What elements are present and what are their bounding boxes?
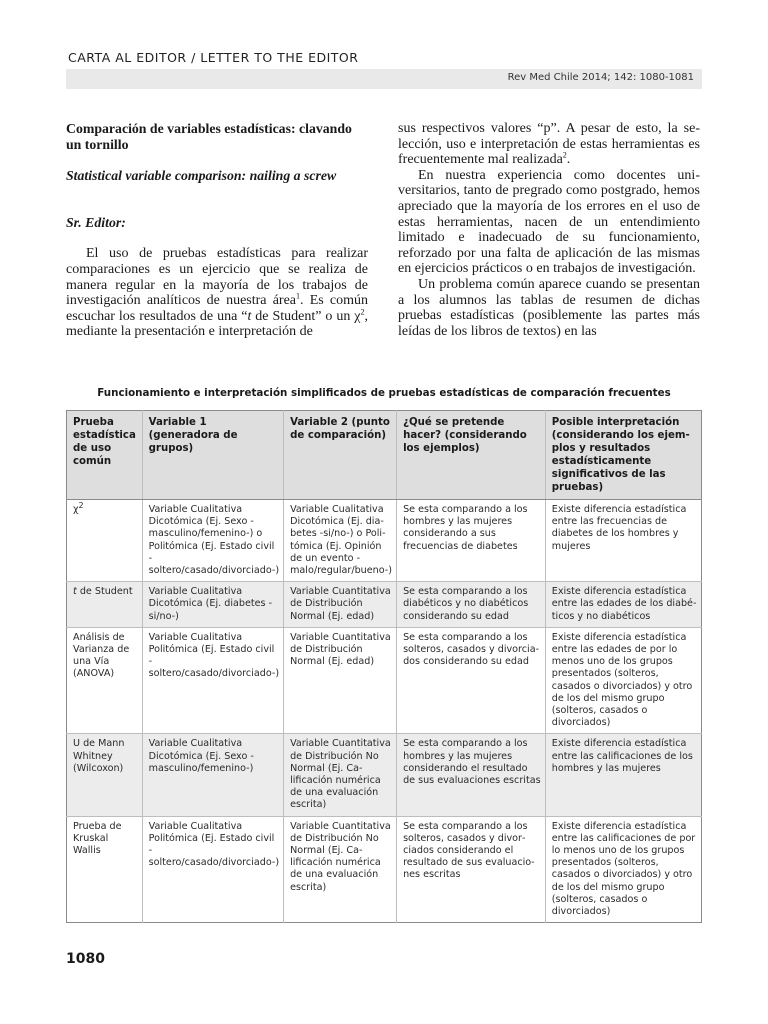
right-column [398, 121, 700, 339]
body-paragraph-4: Un problema común aparece cuando se presentan a los alumnos las tablas de resumen de dichas pruebas estadísticas (posiblemente las partes más leídas de los libros de textos) en las [398, 276, 700, 339]
cell-variable-2: Variable Cualitativa Dicotómica (Ej. diabetes -si/no-) o Politómica (Ej. Opinión de un evento -malo/regular/bueno-) [284, 500, 397, 582]
cell-variable-1: Variable Cualitativa Dicotómica (Ej. Sexo -masculino/femenino-) [142, 734, 283, 816]
left-column [66, 121, 368, 340]
cell-purpose: Se esta comparando a los hombres y las mujeres considerando el resultado de sus evaluaciones escritas [397, 734, 546, 816]
body-paragraph-1: El uso de pruebas estadísticas para realizar comparaciones es un ejercicio que se realiza de manera regular en la mayoría de los trabajos de investigación analíticos de nuestra área$^1$. Es común escuchar los resultados de una “t de Student” o un $\chi^2$, mediante la presentación e interpretación de [66, 246, 368, 340]
cell-variable-1: Variable Cualitativa Politómica (Ej. Estado civil -soltero/casado/divorciado-) [142, 627, 283, 734]
cell-variable-2: Variable Cuantitativa de Distribución Normal (Ej. edad) [284, 627, 397, 734]
journal-citation: Rev Med Chile 2014; 142: 1080-1081 [507, 72, 694, 83]
cell-purpose: Se esta comparando a los diabéticos y no diabéticos considerando su edad [397, 582, 546, 628]
table-row [67, 816, 702, 923]
table-header-row [67, 411, 702, 500]
cell-test: t de Student [73, 586, 133, 598]
cell-test: U de Mann Whitney (Wilcoxon) [73, 738, 125, 774]
cell-purpose: Se esta comparando a los solteros, casados y divorciados considerando el resultado de sus evaluaciones escritas [397, 816, 546, 923]
cell-variable-2: Variable Cuantitativa de Distribución Normal (Ej. edad) [284, 582, 397, 628]
table-row [67, 500, 702, 582]
article-title-es: Comparación de variables estadísticas: clavando un tornillo [66, 121, 352, 152]
cell-interpretation: Existe diferencia estadística entre las frecuencias de diabetes de los hombres y mujeres [545, 500, 701, 582]
header-variable-1: Variable 1 (generadora de grupos) [142, 411, 283, 500]
cell-interpretation: Existe diferencia estadística entre las edades de por lo menos uno de los grupos presentados (solteros, casados o divorciados) y otro de los del mismo grupo (solteros, casados o divorciados) [545, 627, 701, 734]
header-test: Prueba estadística de uso común [67, 411, 143, 500]
table-caption: Funcionamiento e interpretación simplificados de pruebas estadísticas de comparación frecuentes [97, 387, 671, 399]
cell-test: Análisis de Varianza de una Vía (ANOVA) [73, 631, 130, 680]
table-row [67, 734, 702, 816]
reference-marker: 2 [562, 150, 567, 160]
superscript: 2 [360, 307, 365, 317]
cell-variable-2: Variable Cuantitativa de Distribución No Normal (Ej. Calificación numérica de una evaluación escrita) [284, 734, 397, 816]
cell-interpretation: Existe diferencia estadística entre las calificaciones de los hombres y las mujeres [545, 734, 701, 816]
cell-variable-2: Variable Cuantitativa de Distribución No Normal (Ej. Calificación numérica de una evaluación escrita) [284, 816, 397, 923]
header-variable-2: Variable 2 (punto de comparación) [284, 411, 397, 500]
cell-variable-1: Variable Cualitativa Politómica (Ej. Estado civil -soltero/casado/divorciado-) [142, 816, 283, 923]
article-title-en: Statistical variable comparison: nailing a screw [66, 168, 337, 184]
section-label: CARTA AL EDITOR / LETTER TO THE EDITOR [68, 50, 359, 65]
citation-bar [66, 69, 702, 89]
body-paragraph-2: sus respectivos valores “p”. A pesar de esto, la selección, uso e interpretación de estas herramientas es frecuentemente mal realizada$^2$. [398, 121, 700, 168]
cell-purpose: Se esta comparando a los hombres y las mujeres considerando a sus frecuencias de diabetes [397, 500, 546, 582]
header-purpose: ¿Qué se pretende hacer? (considerando los ejemplos) [397, 411, 546, 500]
cell-interpretation: Existe diferencia estadística entre las calificaciones de por lo menos uno de los grupos presentados (solteros, casados o divorciados) y otro de los del mismo grupo (solteros, casados o divorciados) [545, 816, 701, 923]
cell-interpretation: Existe diferencia estadística entre las edades de los diabéticos y no diabéticos [545, 582, 701, 628]
cell-test: Prueba de Kruskal Wallis [73, 820, 122, 857]
page-number: 1080 [66, 951, 105, 967]
cell-variable-1: Variable Cualitativa Dicotómica (Ej. diabetes -si/no-) [142, 582, 283, 628]
salutation: Sr. Editor: [66, 214, 126, 230]
header-interpretation: Posible interpretación (considerando los ejemplos y resultados estadísticamente significativos de las pruebas) [545, 411, 701, 500]
table-row [67, 582, 702, 628]
statistics-table [66, 410, 702, 923]
table-row [67, 627, 702, 734]
cell-purpose: Se esta comparando a los solteros, casados y divorciados considerando su edad [397, 627, 546, 734]
cell-variable-1: Variable Cualitativa Dicotómica (Ej. Sexo -masculino/femenino-) o Politómica (Ej. Estado civil -soltero/casado/divorciado-) [142, 500, 283, 582]
cell-test: $\chi^2$ [73, 500, 84, 515]
reference-marker: 1 [296, 291, 301, 301]
body-paragraph-3: En nuestra experiencia como docentes universitarios, tanto de pregrado como postgrado, hemos apreciado que la mayoría de los errores en el uso de estas herramientas, nacen de un entendimiento limitado e inadecuado de su funcionamiento, reforzado por una falta de aplicación de las mismas en ejercicios prácticos o en trabajos de investigación. [398, 167, 700, 277]
